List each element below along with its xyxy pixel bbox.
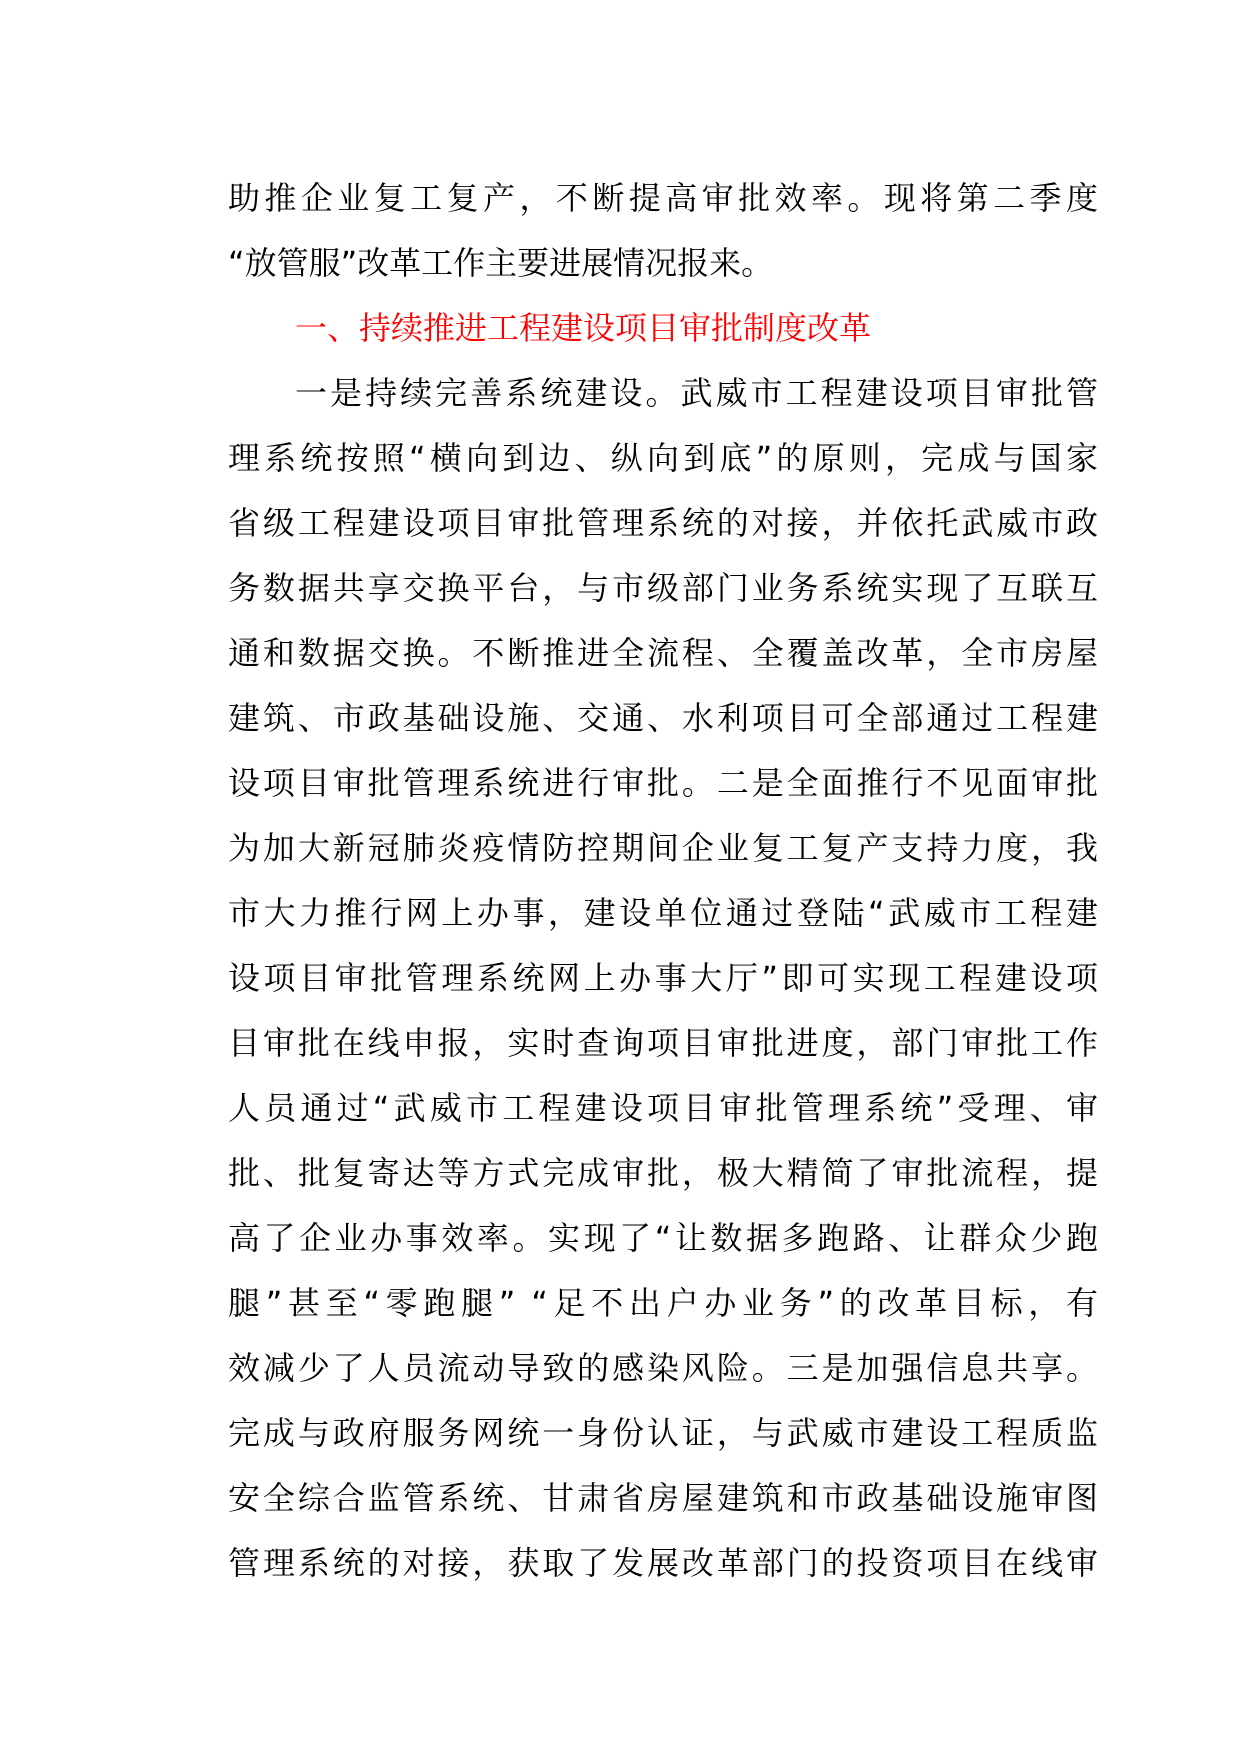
text-line: 设项目审批管理系统网上办事大厅”即可实现工程建设项 (228, 959, 1098, 997)
text-line: 完成与政府服务网统一身份认证，与武威市建设工程质监 (228, 1414, 1098, 1452)
text-line: 人员通过“武威市工程建设项目审批管理系统”受理、审 (228, 1089, 1098, 1127)
text-line: 一是持续完善系统建设。武威市工程建设项目审批管 (295, 374, 1098, 412)
text-line: 效减少了人员流动导致的感染风险。三是加强信息共享。 (228, 1349, 1098, 1387)
text-line: 理系统按照“横向到边、纵向到底”的原则，完成与国家 (228, 439, 1098, 477)
text-line: 设项目审批管理系统进行审批。二是全面推行不见面审批 (228, 764, 1098, 802)
text-line: 管理系统的对接，获取了发展改革部门的投资项目在线审 (228, 1544, 1098, 1582)
document-body (228, 166, 1098, 1596)
text-line: 助推企业复工复产，不断提高审批效率。现将第二季度 (228, 179, 1098, 217)
text-line: 通和数据交换。不断推进全流程、全覆盖改革，全市房屋 (228, 634, 1098, 672)
text-line: 腿”甚至“零跑腿” “足不出户办业务”的改革目标，有 (228, 1284, 1098, 1322)
text-line: 高了企业办事效率。实现了“让数据多跑路、让群众少跑 (228, 1219, 1098, 1257)
text-line: 务数据共享交换平台，与市级部门业务系统实现了互联互 (228, 569, 1098, 607)
text-line: 为加大新冠肺炎疫情防控期间企业复工复产支持力度，我 (228, 829, 1098, 867)
text-line: 批、批复寄达等方式完成审批，极大精简了审批流程，提 (228, 1154, 1098, 1192)
text-line: “放管服”改革工作主要进展情况报来。 (228, 244, 774, 282)
text-line: 省级工程建设项目审批管理系统的对接，并依托武威市政 (228, 504, 1098, 542)
section-heading: 一、持续推进工程建设项目审批制度改革 (295, 309, 872, 347)
text-line: 市大力推行网上办事，建设单位通过登陆“武威市工程建 (228, 894, 1098, 932)
text-line: 建筑、市政基础设施、交通、水利项目可全部通过工程建 (228, 699, 1098, 737)
text-line: 目审批在线申报，实时查询项目审批进度，部门审批工作 (228, 1024, 1098, 1062)
text-line: 安全综合监管系统、甘肃省房屋建筑和市政基础设施审图 (228, 1479, 1098, 1517)
